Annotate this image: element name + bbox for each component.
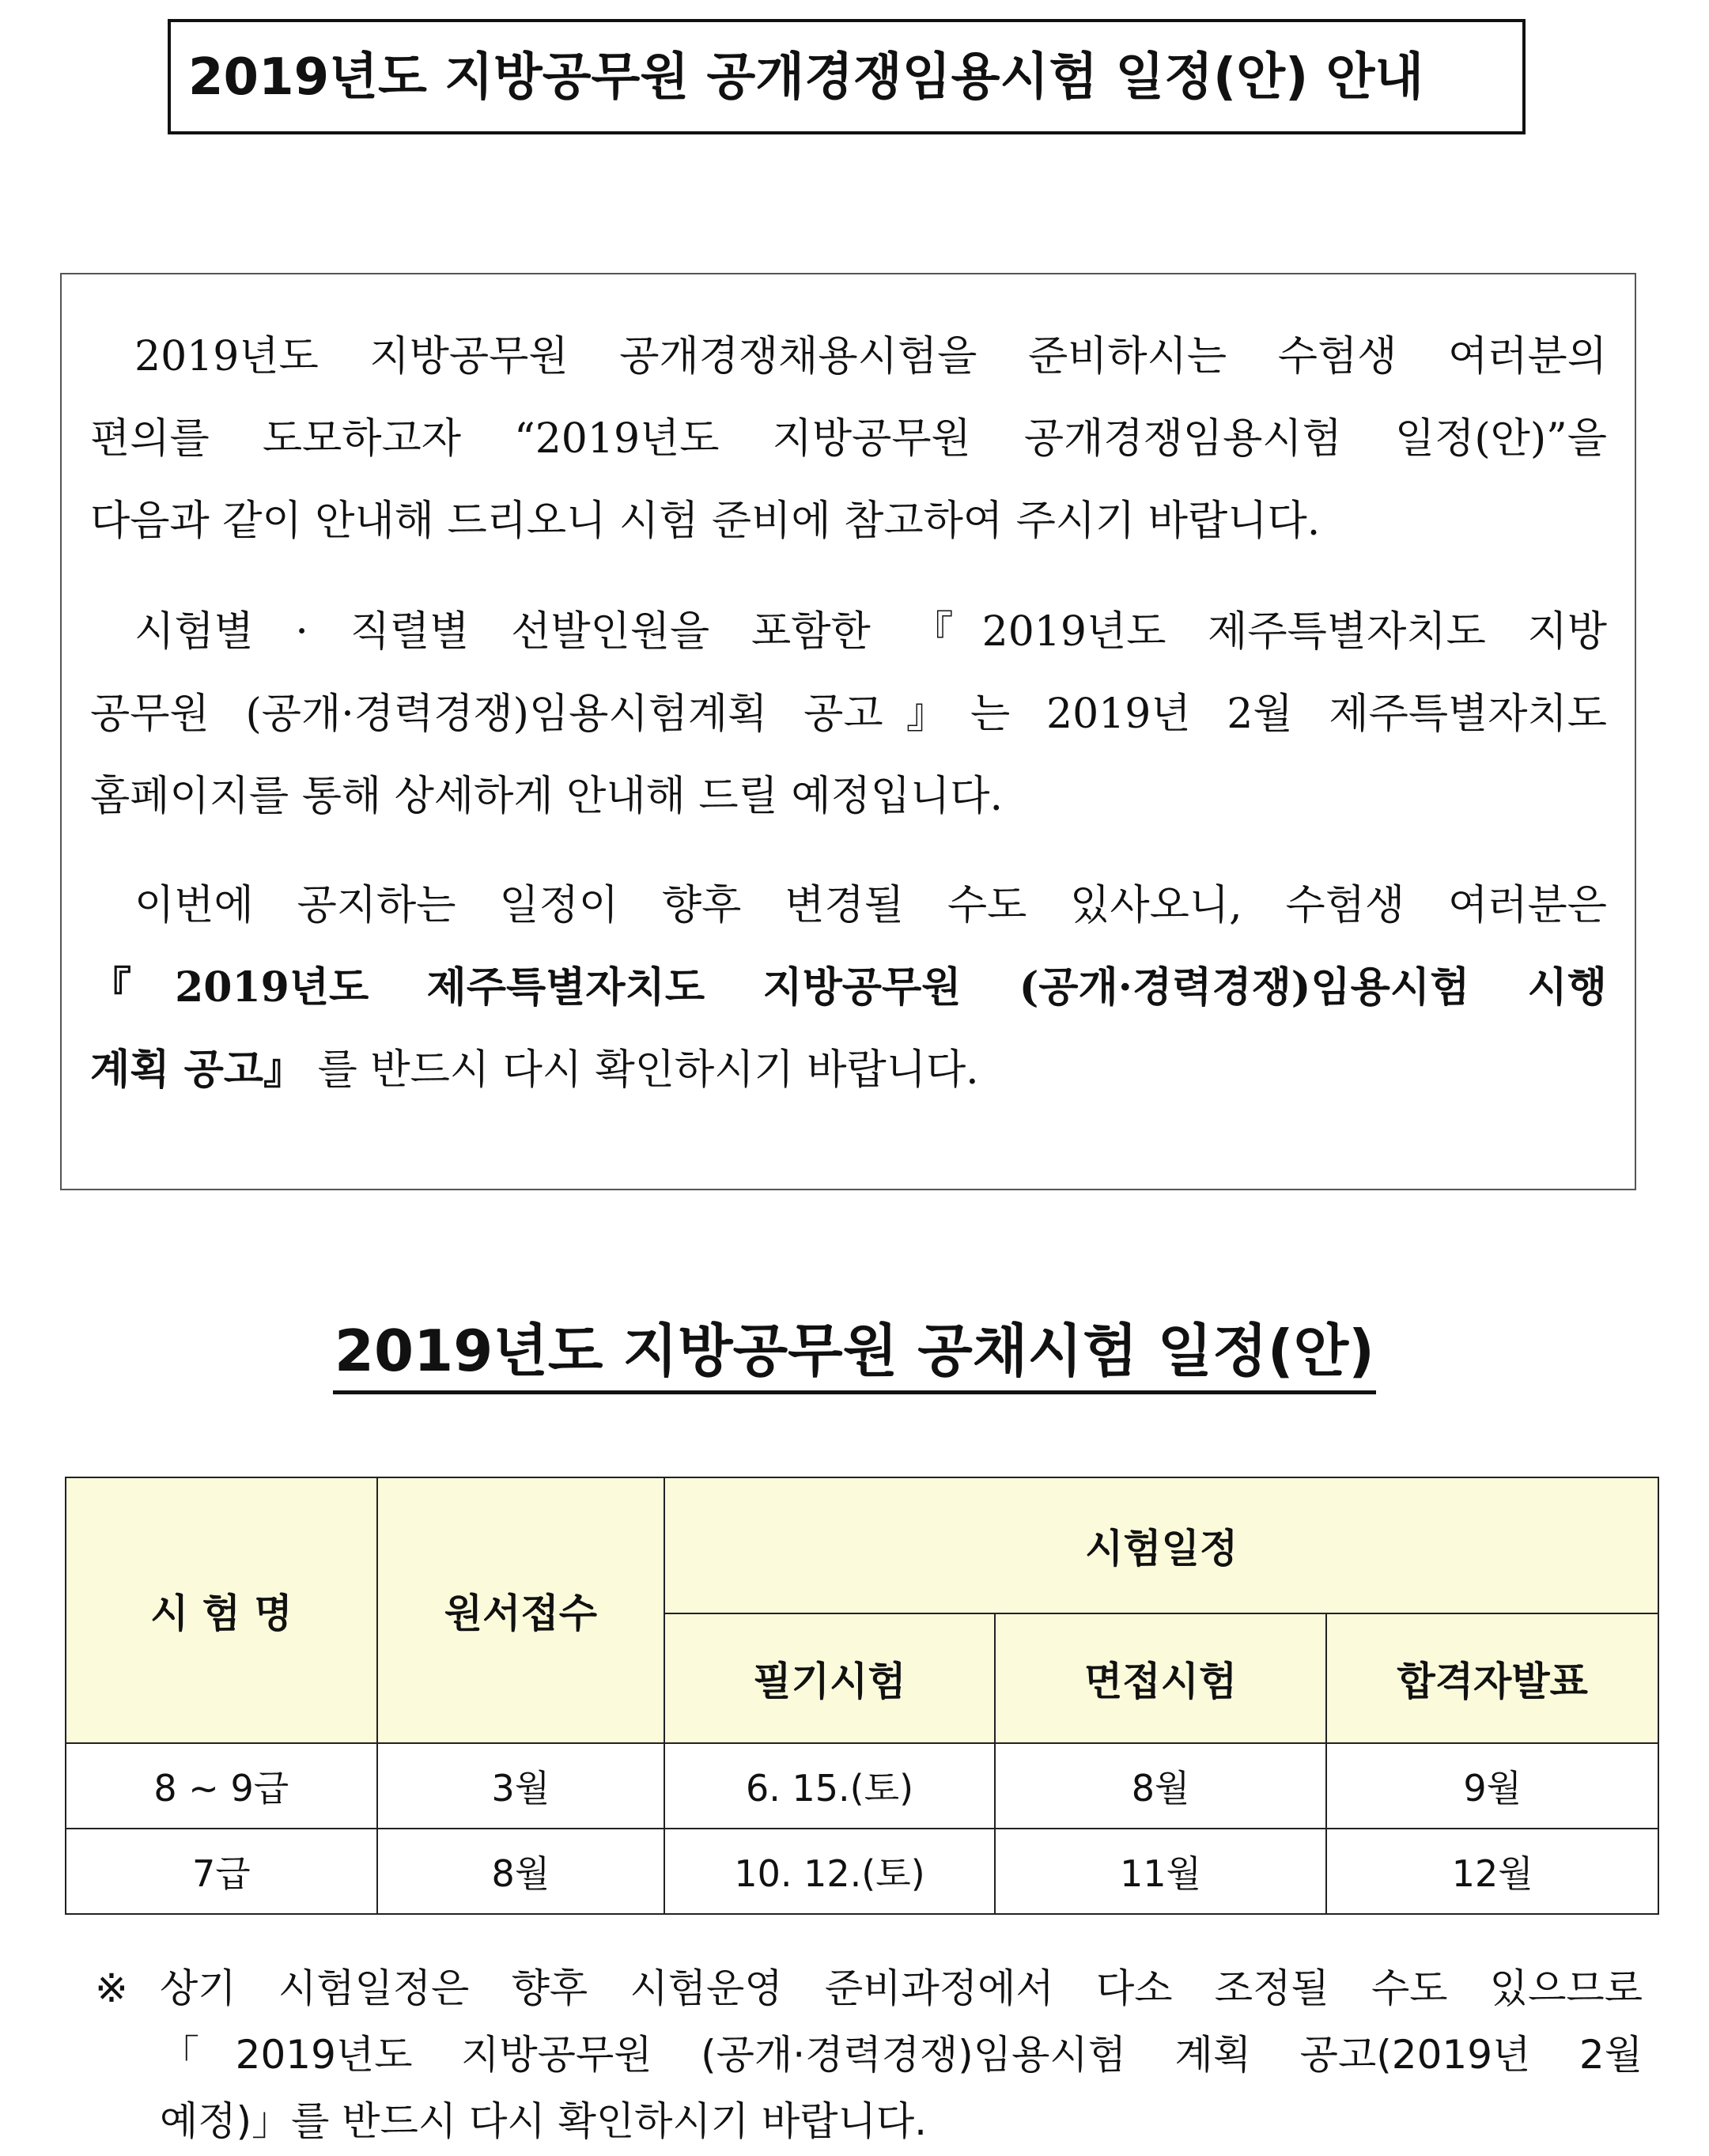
notice-paragraph-1 — [90, 316, 1607, 562]
table-row — [66, 1829, 1658, 1914]
footnote-line-1: 상기 시험일정은 향후 시험운영 준비과정에서 다소 조정될 수도 있으므로 — [160, 1965, 1643, 2011]
page-title: 2019년도 지방공무원 공개경쟁임용시험 일정(안) 안내 — [188, 48, 1424, 107]
notice-box — [60, 273, 1636, 1190]
notice-p2-line-3: 홈페이지를 통해 상세하게 안내해 드릴 예정입니다. — [90, 773, 1004, 820]
notice-p2-line-2: 공무원 (공개·경력경쟁)임용시험계획 공고』는 2019년 2월 제주특별자치도 — [90, 690, 1607, 738]
schedule-table — [65, 1477, 1659, 1915]
footnote-line-3: 예정)」를 반드시 다시 확인하시기 바랍니다. — [160, 2098, 928, 2144]
table-row — [66, 1743, 1658, 1829]
footnote-line-2: 「2019년도 지방공무원 (공개·경력경쟁)임용시험 계획 공고(2019년 2월 — [160, 2032, 1643, 2078]
header-announcement: 합격자발표 — [1326, 1613, 1658, 1743]
notice-p1-line-3: 다음과 같이 안내해 드리오니 시험 준비에 참고하여 주시기 바랍니다. — [90, 497, 1321, 545]
header-exam-schedule: 시험일정 — [664, 1477, 1658, 1613]
footnote — [95, 1955, 1643, 2154]
cell-interview: 8월 — [995, 1743, 1327, 1829]
notice-p1-line-2: 편의를 도모하고자 “2019년도 지방공무원 공개경쟁임용시험 일정(안)”을 — [90, 415, 1607, 463]
notice-p2-line-1: 시험별 · 직렬별 선발인원을 포함한 『2019년도 제주특별자치도 지방 — [134, 608, 1607, 656]
notice-p1-line-1: 2019년도 지방공무원 공개경쟁채용시험을 준비하시는 수험생 여러분의 — [134, 333, 1607, 380]
notice-paragraph-3 — [90, 864, 1607, 1111]
header-written: 필기시험 — [664, 1613, 995, 1743]
cell-interview: 11월 — [995, 1829, 1327, 1914]
cell-exam: 8 ~ 9급 — [66, 1743, 377, 1829]
cell-announcement: 9월 — [1326, 1743, 1658, 1829]
header-exam-name: 시 험 명 — [66, 1477, 377, 1743]
notice-p3-bold-end: 계획 공고』 — [90, 1046, 305, 1094]
title-box — [168, 19, 1526, 134]
reference-mark-icon: ※ — [95, 1965, 128, 2011]
notice-paragraph-2 — [90, 591, 1607, 838]
header-interview: 면접시험 — [995, 1613, 1327, 1743]
notice-p3-line-3 — [90, 1029, 1607, 1111]
cell-application: 3월 — [377, 1743, 665, 1829]
cell-written: 10. 12.(토) — [664, 1829, 995, 1914]
notice-p3-line-2: 『2019년도 제주특별자치도 지방공무원 (공개·경력경쟁)임용시험 시행 — [90, 963, 1608, 1012]
notice-p3-rest: 를 반드시 다시 확인하시기 바랍니다. — [317, 1046, 979, 1094]
cell-exam: 7급 — [66, 1829, 377, 1914]
notice-p3-line-1: 이번에 공지하는 일정이 향후 변경될 수도 있사오니, 수험생 여러분은 — [134, 882, 1607, 929]
cell-application: 8월 — [377, 1829, 665, 1914]
cell-written: 6. 15.(토) — [664, 1743, 995, 1829]
footnote-body — [160, 1955, 1643, 2154]
schedule-title: 2019년도 지방공무원 공채시험 일정(안) — [333, 1313, 1376, 1394]
cell-announcement: 12월 — [1326, 1829, 1658, 1914]
schedule-title-wrap — [0, 1313, 1709, 1394]
header-application: 원서접수 — [377, 1477, 665, 1743]
